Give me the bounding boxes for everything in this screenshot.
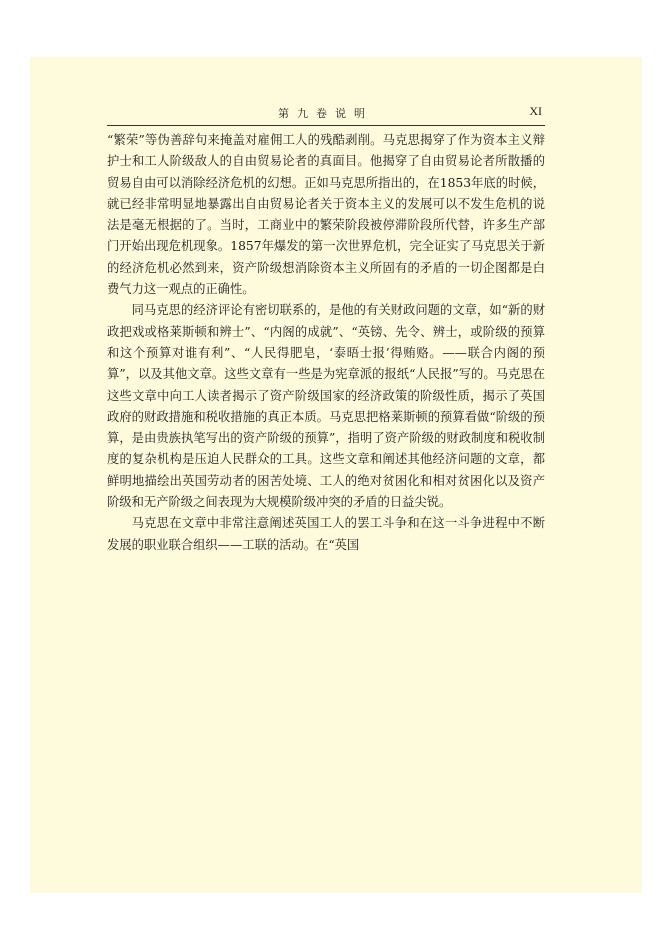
paragraph: 同马克思的经济评论有密切联系的，是他的有关财政问题的文章，如“新的财政把戏或格莱斯顿和辨士”、“内阁的成就”、“英镑、先令、辨士，或阶级的预算和这个预算对谁有利”、“人民得肥皂，‘泰晤士报’得贿赂。——联合内阁的预算”，以及其他文章。这些文章有一些是为宪章派的报纸“人民报”写的。马克思在这些文章中向工人读者揭示了资产阶级国家的经济政策的阶级性质，揭示了英国政府的财政措施和税收措施的真正本质。马克思把格莱斯顿的预算看做“阶级的预算，是由贵族执笔写出的资产阶级的预算”，指明了资产阶级的财政制度和税收制度的复杂机构是压迫人民群众的工具。这些文章和阐述其他经济问题的文章，都鲜明地描绘出英国劳动者的困苦处境、工人的绝对贫困化和相对贫困化以及资产阶级和无产阶级之间表现为大规模阶级冲突的矛盾的日益尖锐。	[107, 303, 545, 510]
page-number: XI	[529, 104, 542, 118]
header-rule	[107, 125, 545, 126]
running-title: 第九卷说明	[278, 107, 373, 120]
page-header	[107, 103, 544, 125]
paragraph: “繁荣”等伪善辞句来掩盖对雇佣工人的残酷剥削。马克思揭穿了作为资本主义辩护士和工人阶级敌人的自由贸易论者的真面目。他揭穿了自由贸易论者所散播的贸易自由可以消除经济危机的幻想。正如马克思所指出的，在1853年底的时候，就已经非常明显地暴露出自由贸易论者关于资本主义的发展可以不发生危机的说法是毫无根据的了。当时，工商业中的繁荣阶段被停滞阶段所代替，许多生产部门开始出现危机现象。1857年爆发的第一次世界危机，完全证实了马克思关于新的经济危机必然到来，资产阶级想消除资本主义所固有的矛盾的一切企图都是白费气力这一观点的正确性。	[107, 133, 545, 297]
paragraph: 马克思在文章中非常注意阐述英国工人的罢工斗争和在这一斗争进程中不断发展的职业联合组织——工联的活动。在“英国	[107, 516, 545, 552]
body-text	[107, 130, 545, 556]
